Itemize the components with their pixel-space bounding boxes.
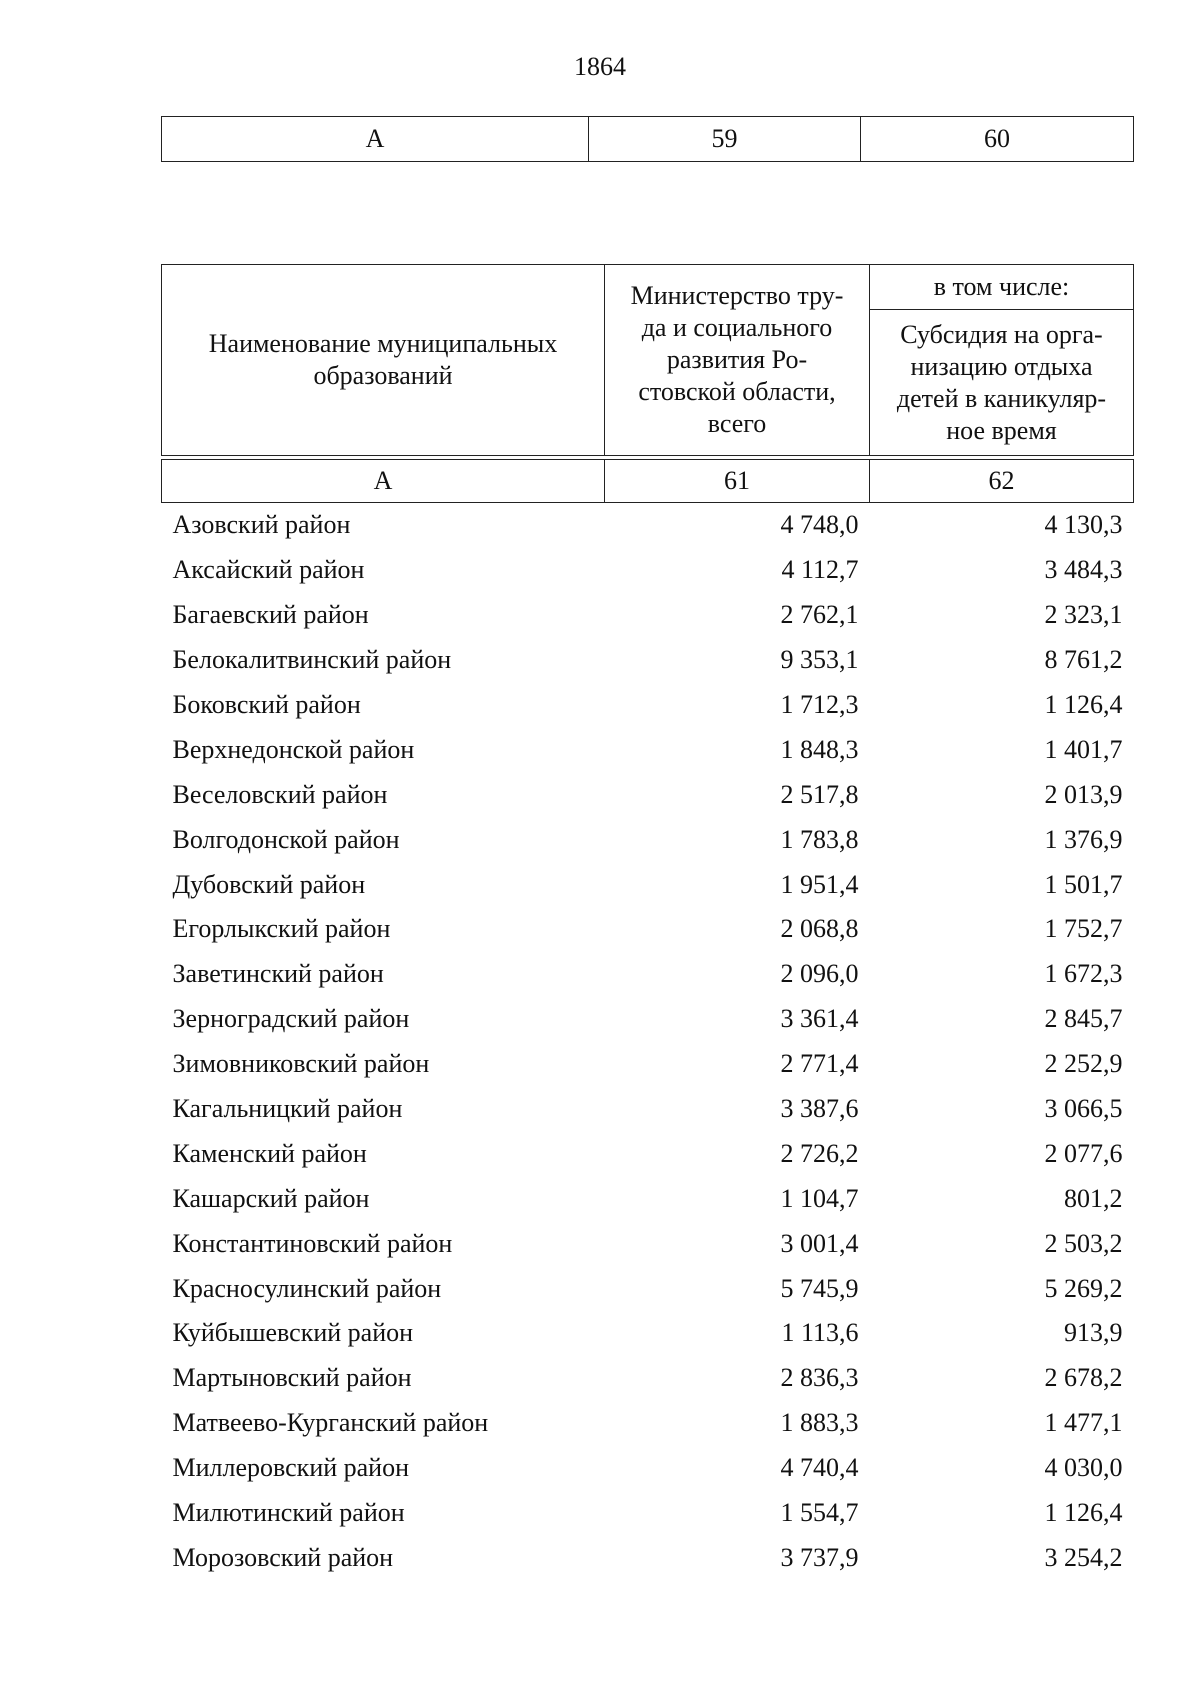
total-value-cell: 2 762,1 (780, 600, 859, 630)
municipality-name-cell: Зимовниковский район (172, 1049, 430, 1079)
column-number-cell: 61 (605, 460, 870, 503)
municipality-name-cell: Кашарский район (172, 1183, 370, 1213)
total-value-cell: 4 748,0 (780, 510, 859, 540)
subsidy-value-cell: 2 845,7 (1044, 1004, 1123, 1034)
table-row (162, 907, 1134, 952)
municipality-name-cell: Каменский район (172, 1138, 367, 1168)
municipality-name-cell: Веселовский район (172, 779, 388, 809)
municipality-name-cell: Егорлыкский район (172, 914, 391, 944)
municipality-name-cell: Аксайский район (172, 555, 365, 585)
total-value-cell: 2 771,4 (780, 1049, 859, 1079)
total-value-cell: 1 783,8 (780, 824, 859, 854)
table-row (162, 1356, 1134, 1401)
subsidy-value-cell: 3 484,3 (1044, 555, 1123, 585)
subsidy-value-cell: 1 376,9 (1044, 824, 1123, 854)
municipality-name-cell: Морозовский район (172, 1542, 394, 1572)
total-value-cell: 4 740,4 (780, 1453, 859, 1483)
total-value-cell: 9 353,1 (780, 645, 859, 675)
table-row (162, 817, 1134, 862)
table-row (162, 683, 1134, 728)
table-row (162, 772, 1134, 817)
subsidy-value-cell: 2 503,2 (1044, 1228, 1123, 1258)
column-number-cell: А (162, 460, 605, 503)
column-numbering-row (162, 460, 1134, 503)
subsidy-table (161, 264, 1134, 1580)
page-number: 1864 (574, 52, 626, 81)
subsidy-value-cell: 2 323,1 (1044, 600, 1123, 630)
total-value-cell: 1 848,3 (780, 734, 859, 764)
municipality-column-header: Наименование муниципальных образований (162, 265, 605, 456)
municipality-name-cell: Матвеево-Курганский район (172, 1408, 489, 1438)
municipality-name-cell: Миллеровский район (172, 1453, 410, 1483)
subsidy-value-cell: 1 752,7 (1044, 914, 1123, 944)
subsidy-value-cell: 1 477,1 (1044, 1408, 1123, 1438)
column-number-cell: 62 (870, 460, 1134, 503)
including-group-header: в том числе: (870, 265, 1134, 310)
total-value-cell: 2 726,2 (780, 1138, 859, 1168)
subsidy-value-cell: 3 254,2 (1044, 1542, 1123, 1572)
continuation-header-row (162, 117, 1134, 162)
municipality-name-cell: Волгодонской район (172, 824, 400, 854)
subsidy-column-header: Субсидия на орга-низацию отдыха детей в каникуляр-ное время (870, 310, 1134, 456)
table-row (162, 548, 1134, 593)
municipality-name-cell: Багаевский район (172, 600, 369, 630)
total-value-cell: 2 836,3 (780, 1363, 859, 1393)
municipality-name-cell: Верхнедонской район (172, 734, 415, 764)
table-row (162, 1535, 1134, 1580)
municipality-name-cell: Милютинский район (172, 1498, 405, 1528)
column-number-cell: А (162, 117, 589, 162)
total-value-cell: 2 517,8 (780, 779, 859, 809)
total-value-cell: 2 096,0 (780, 959, 859, 989)
subsidy-value-cell: 1 126,4 (1044, 690, 1123, 719)
total-value-cell: 3 001,4 (780, 1228, 859, 1258)
subsidy-value-cell: 2 678,2 (1044, 1363, 1123, 1393)
subsidy-value-cell: 2 252,9 (1044, 1049, 1123, 1079)
municipality-name-cell: Азовский район (172, 510, 351, 540)
municipality-name-cell: Дубовский район (172, 869, 366, 899)
municipality-name-cell: Белокалитвинский район (172, 645, 452, 675)
municipality-name-cell: Константиновский район (172, 1228, 453, 1258)
table-row (162, 1266, 1134, 1311)
table-row (162, 1131, 1134, 1176)
table-row (162, 952, 1134, 997)
subsidy-value-cell: 2 013,9 (1044, 779, 1123, 809)
subsidy-value-cell: 8 761,2 (1044, 645, 1123, 675)
table-row (162, 1176, 1134, 1221)
municipality-name-cell: Боковский район (172, 690, 361, 719)
table-row (162, 1311, 1134, 1356)
table-row (162, 1446, 1134, 1491)
total-value-cell: 3 361,4 (780, 1004, 859, 1034)
total-value-cell: 4 112,7 (781, 555, 859, 585)
header-row (162, 265, 1134, 310)
table-row (162, 862, 1134, 907)
subsidy-value-cell: 913,9 (1064, 1318, 1123, 1348)
municipality-name-cell: Куйбышевский район (172, 1318, 414, 1348)
subsidy-value-cell: 3 066,5 (1044, 1094, 1123, 1124)
table-row (162, 503, 1134, 548)
continuation-header-table (161, 116, 1134, 162)
municipality-name-cell: Красносулинский район (172, 1273, 442, 1303)
table-row (162, 1401, 1134, 1446)
table-row (162, 997, 1134, 1042)
column-number-cell: 60 (861, 117, 1134, 162)
municipality-name-cell: Зерноградский район (172, 1004, 410, 1034)
municipality-name-cell: Мартыновский район (172, 1363, 412, 1393)
total-value-cell: 3 387,6 (780, 1094, 859, 1124)
total-value-cell: 5 745,9 (780, 1273, 859, 1303)
subsidy-value-cell: 2 077,6 (1044, 1138, 1123, 1168)
table-row (162, 638, 1134, 683)
subsidy-value-cell: 4 030,0 (1044, 1453, 1123, 1483)
column-number-cell: 59 (589, 117, 861, 162)
table-row (162, 1221, 1134, 1266)
total-value-cell: 1 951,4 (780, 869, 859, 899)
total-value-cell: 1 113,6 (781, 1318, 859, 1348)
total-value-cell: 2 068,8 (780, 914, 859, 944)
subsidy-value-cell: 1 126,4 (1044, 1498, 1123, 1528)
table-row (162, 1042, 1134, 1087)
total-value-cell: 1 554,7 (780, 1498, 859, 1528)
subsidy-value-cell: 801,2 (1064, 1183, 1123, 1213)
subsidy-value-cell: 1 401,7 (1044, 734, 1123, 764)
table-row (162, 727, 1134, 772)
municipality-name-cell: Кагальницкий район (172, 1094, 403, 1124)
subsidy-value-cell: 4 130,3 (1044, 510, 1123, 540)
table-row (162, 593, 1134, 638)
table-body (162, 503, 1134, 1581)
total-column-header: Министерство тру-да и социального развития Ро-стовской области, всего (605, 265, 870, 456)
table-row (162, 1087, 1134, 1132)
total-value-cell: 3 737,9 (780, 1542, 859, 1572)
subsidy-value-cell: 5 269,2 (1044, 1273, 1123, 1303)
total-value-cell: 1 883,3 (780, 1408, 859, 1438)
table-row (162, 1491, 1134, 1536)
total-value-cell: 1 712,3 (780, 690, 859, 719)
subsidy-value-cell: 1 501,7 (1044, 869, 1123, 899)
municipality-name-cell: Заветинский район (172, 959, 384, 989)
total-value-cell: 1 104,7 (780, 1183, 859, 1213)
subsidy-value-cell: 1 672,3 (1044, 959, 1123, 989)
